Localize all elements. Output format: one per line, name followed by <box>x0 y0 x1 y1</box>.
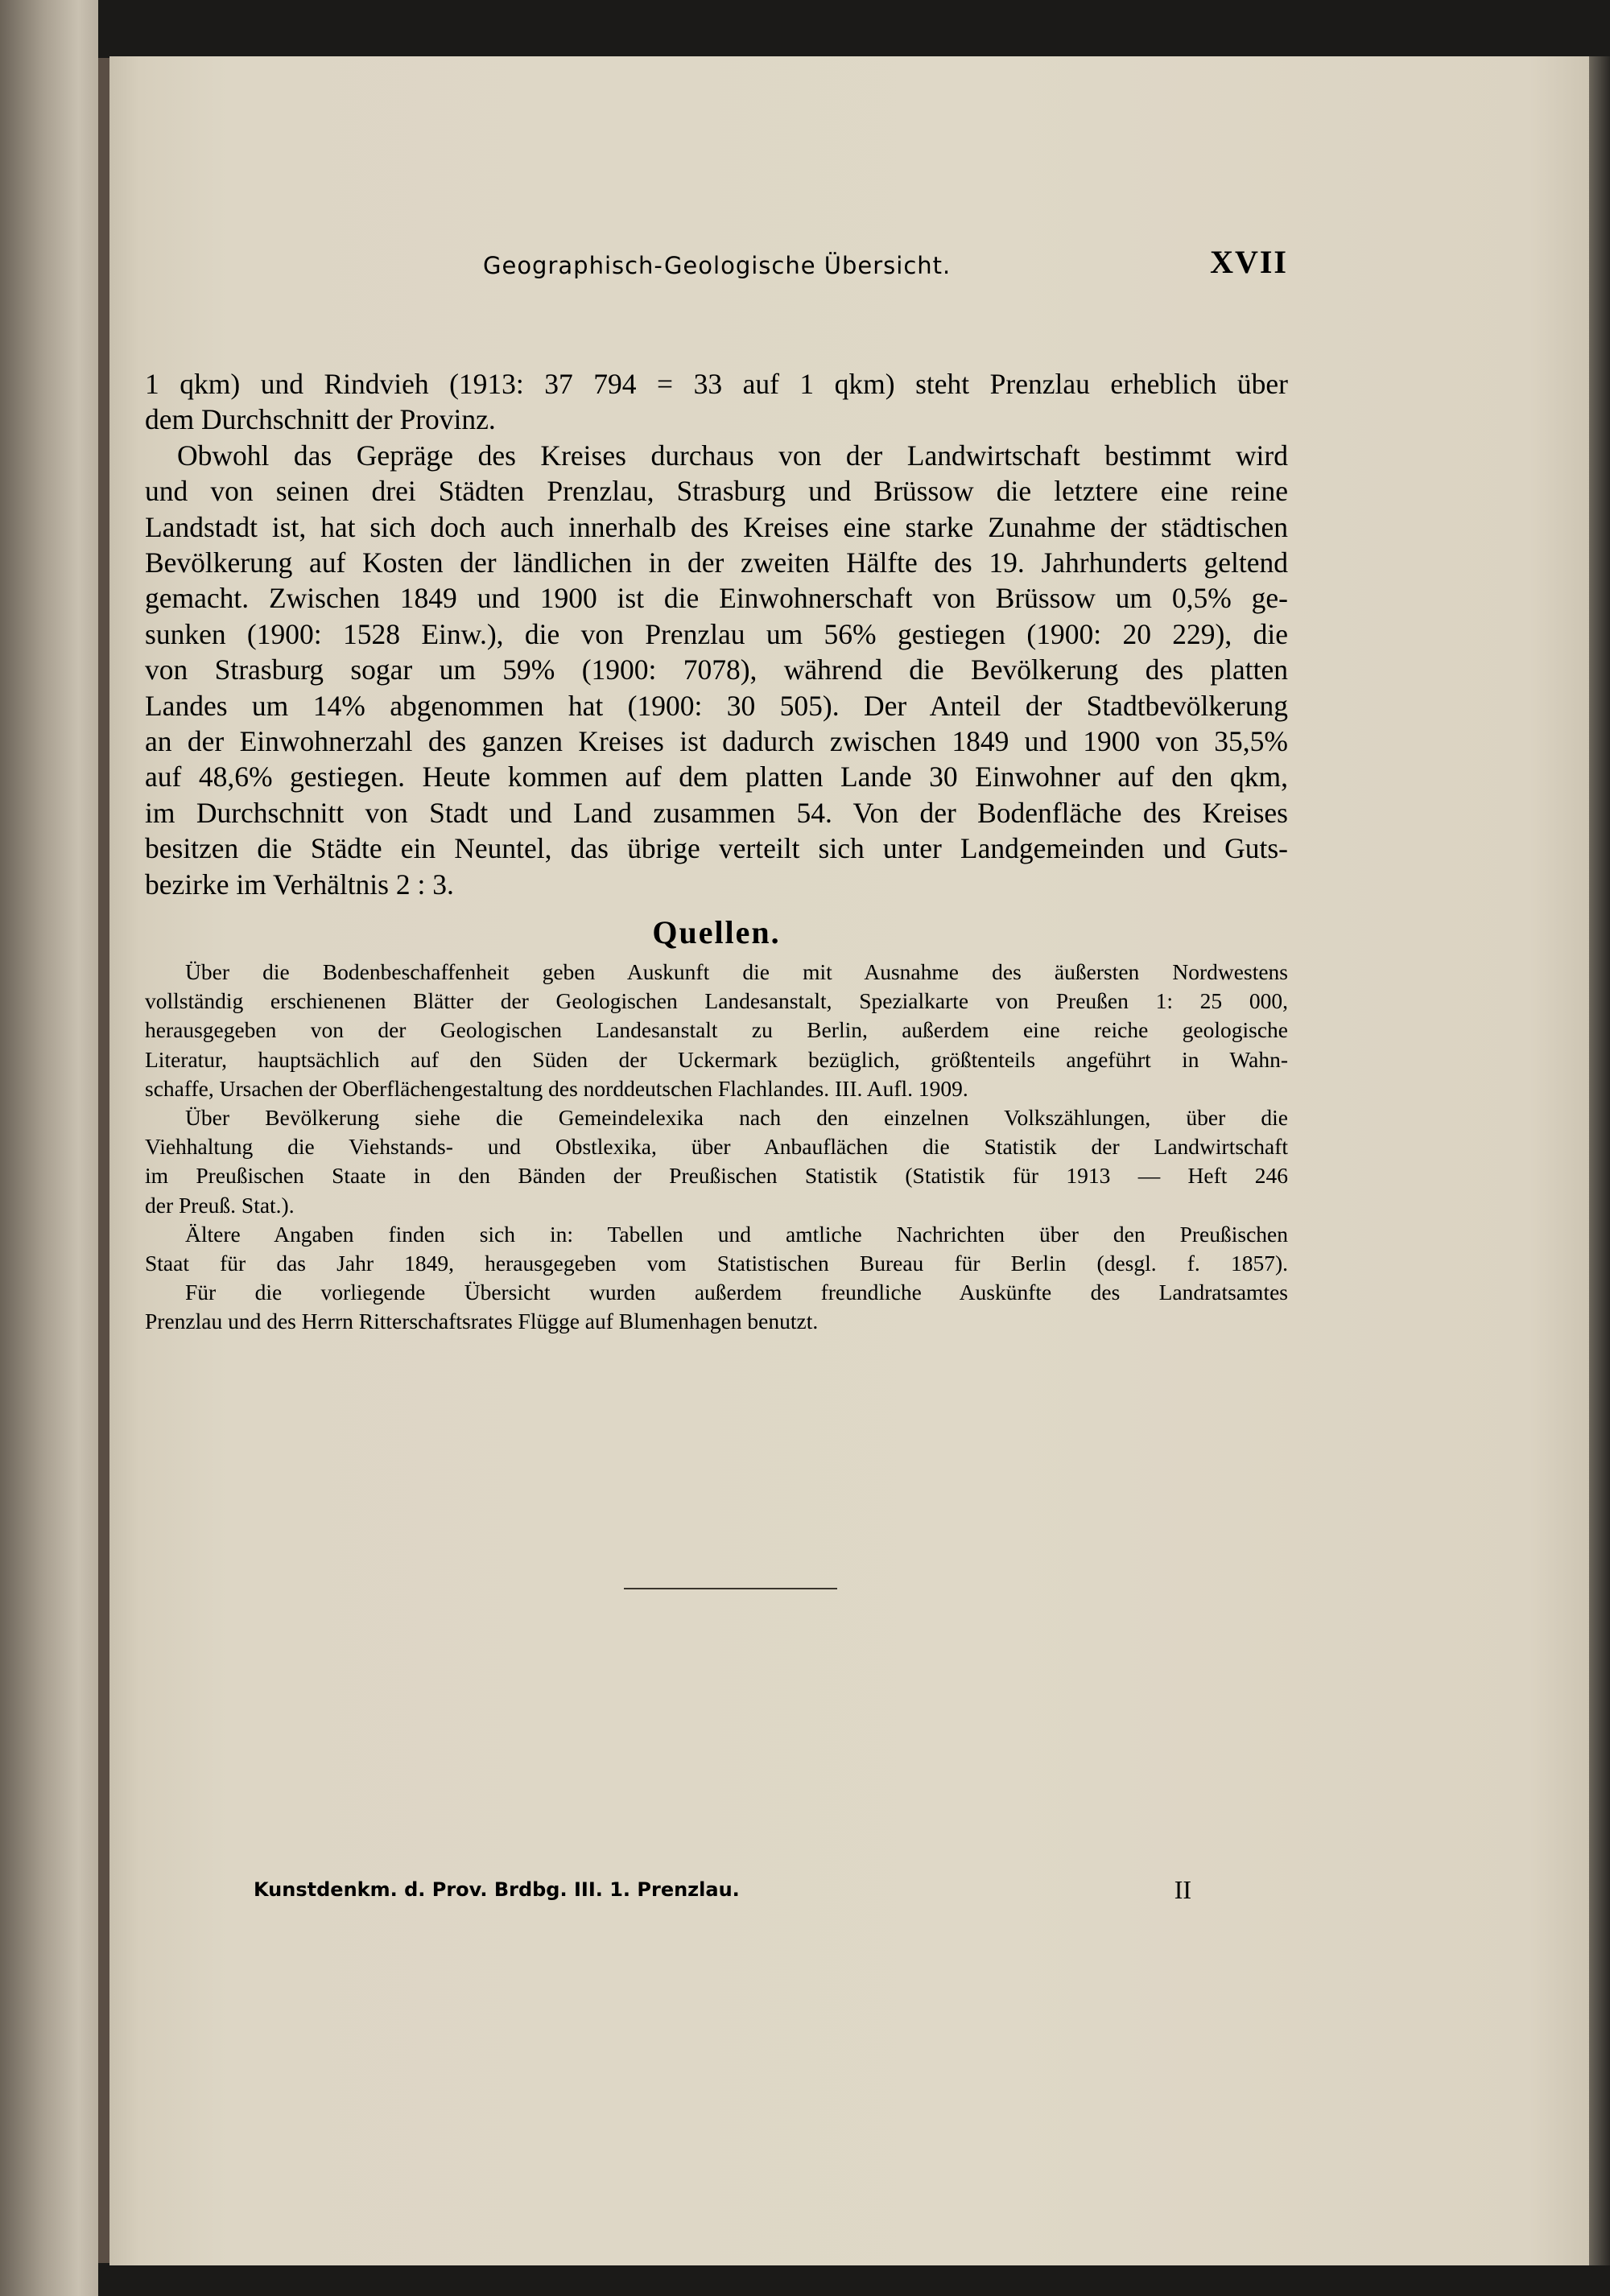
source-line: der Preuß. Stat.). <box>145 1192 295 1218</box>
source-line: vollständig erschienenen Blätter der Geologischen Landesanstalt, Spezialkarte von Preußen 1: 25 000, <box>145 988 1288 1014</box>
text-line: Obwohl das Gepräge des Kreises durchaus von der Landwirtschaft bestimmt wird <box>177 439 1288 472</box>
source-line: herausgegeben von der Geologischen Landesanstalt zu Berlin, außerdem eine reiche geologische <box>145 1017 1288 1043</box>
text-line: 1 qkm) und Rindvieh (1913: 37 794 = 33 auf 1 qkm) steht Prenzlau erheblich über <box>145 368 1288 400</box>
section-divider <box>624 1588 837 1589</box>
text-line: von Strasburg sogar um 59% (1900: 7078), während die Bevölkerung des platten <box>145 653 1288 686</box>
source-line: Für die vorliegende Übersicht wurden außerdem freundliche Auskünfte des Landratsamtes <box>185 1280 1288 1305</box>
source-line: Über Bevölkerung siehe die Gemeindelexika nach den einzelnen Volkszählungen, über die <box>185 1105 1288 1131</box>
source-line: Literatur, hauptsächlich auf den Süden der Uckermark bezüglich, größtenteils angeführt in Wahn- <box>145 1046 1288 1072</box>
source-line: schaffe, Ursachen der Oberflächengestaltung des norddeutschen Flachlandes. III. Aufl. 1909. <box>145 1075 968 1101</box>
sources-list <box>145 958 1288 1337</box>
source-line: Staat für das Jahr 1849, herausgegeben vom Statistischen Bureau für Berlin (desgl. f. 1857). <box>145 1251 1288 1276</box>
text-line: gemacht. Zwischen 1849 und 1900 ist die Einwohnerschaft von Brüssow um 0,5% ge- <box>145 582 1288 615</box>
sheet-signature: II <box>1174 1875 1191 1904</box>
text-line: Landes um 14% abgenommen hat (1900: 30 505). Der Anteil der Stadtbevölkerung <box>145 689 1288 722</box>
body-text <box>145 366 1288 902</box>
text-line: im Durchschnitt von Stadt und Land zusammen 54. Von der Bodenfläche des Kreises <box>145 796 1288 829</box>
source-line: Über die Bodenbeschaffenheit geben Auskunft die mit Ausnahme des äußersten Nordwestens <box>185 959 1288 984</box>
book-cover-edge <box>1589 56 1610 2265</box>
text-line: bezirke im Verhältnis 2 : 3. <box>145 868 454 901</box>
text-line: auf 48,6% gestiegen. Heute kommen auf dem platten Lande 30 Einwohner auf den qkm, <box>145 761 1288 794</box>
text-line: und von seinen drei Städten Prenzlau, Strasburg und Brüssow die letztere eine reine <box>145 475 1288 508</box>
running-title: Geographisch-Geologische Übersicht. <box>483 252 952 279</box>
facing-page-edge <box>0 0 98 2296</box>
page-number: XVII <box>1210 244 1288 280</box>
text-line: Bevölkerung auf Kosten der ländlichen in der zweiten Hälfte des 19. Jahrhunderts geltend <box>145 546 1288 579</box>
source-line: Viehhaltung die Viehstands- und Obstlexika, über Anbauflächen die Statistik der Landwirtschaft <box>145 1134 1288 1160</box>
text-line: an der Einwohnerzahl des ganzen Kreises ist dadurch zwischen 1849 und 1900 von 35,5% <box>145 725 1288 758</box>
book-spine-edge <box>98 58 109 2263</box>
text-line: besitzen die Städte ein Neuntel, das übrige verteilt sich unter Landgemeinden und Guts- <box>145 832 1288 865</box>
source-line: Ältere Angaben finden sich in: Tabellen und amtliche Nachrichten über den Preußischen <box>185 1221 1288 1247</box>
text-line: Landstadt ist, hat sich doch auch innerhalb des Kreises eine starke Zunahme der städtischen <box>145 510 1288 543</box>
source-line: im Preußischen Staate in den Bänden der Preußischen Statistik (Statistik für 1913 — Heft 246 <box>145 1163 1288 1189</box>
sources-heading: Quellen. <box>652 914 781 950</box>
source-line: Prenzlau und des Herrn Ritterschaftsrates Flügge auf Blumenhagen benutzt. <box>145 1309 819 1334</box>
text-line: sunken (1900: 1528 Einw.), die von Prenzlau um 56% gestiegen (1900: 20 229), die <box>145 617 1288 650</box>
footer-signature: Kunstdenkm. d. Prov. Brdbg. III. 1. Prenzlau. <box>254 1878 740 1901</box>
text-line: dem Durchschnitt der Provinz. <box>145 403 496 436</box>
